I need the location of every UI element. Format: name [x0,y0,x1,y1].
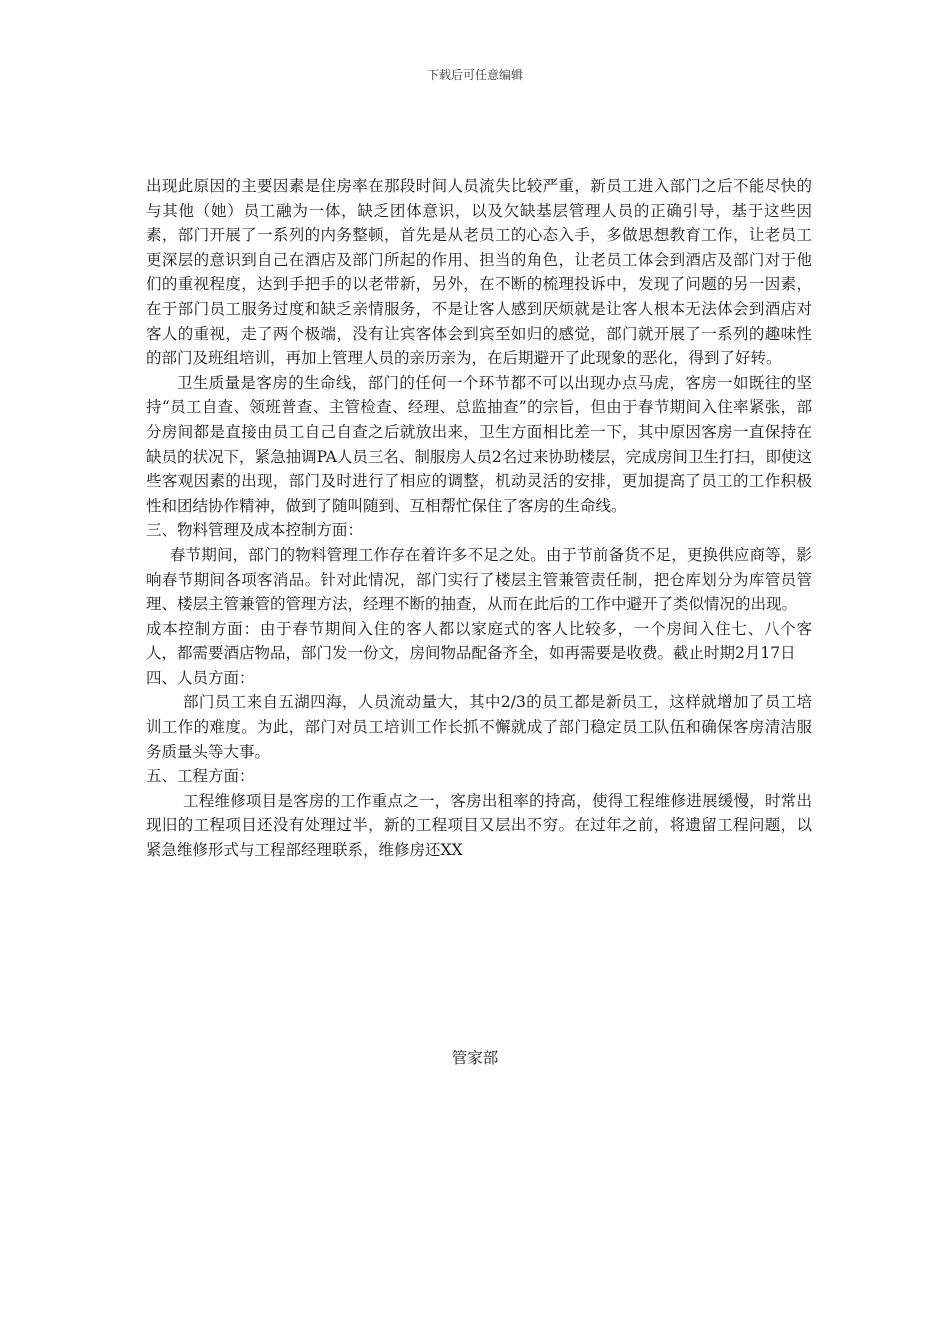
page-header-note: 下载后可任意编辑 [426,68,523,82]
paragraph-staff-integration: 出现此原因的主要因素是住房率在那段时间人员流失比较严重，新员工进入部门之后不能尽快的与其他（她）员工融为一体，缺乏团体意识，以及欠缺基层管理人员的正确引导，基于这些因素，部门开展了一系列的内务整顿，首先是从老员工的心态入手，多做思想教育工作，让老员工更深层的意识到自己在酒店及部门所起的作用、担当的角色，让老员工体会到酒店及部门对于他们的重视程度，达到手把手的以老带新，另外，在不断的梳理投诉中，发现了问题的另一因素，在于部门员工服务过度和缺乏亲情服务，不是让客人感到厌烦就是让客人根本无法体会到酒店对客人的重视，走了两个极端，没有让宾客体会到宾至如归的感觉，部门就开展了一系列的趣味性的部门及班组培训，再加上管理人员的亲历亲为，在后期避开了此现象的恶化，得到了好转。 [146,177,812,368]
section-heading-engineering: 五、工程方面： [146,767,255,786]
document-body [146,174,812,863]
paragraph-materials-management: 春节期间，部门的物料管理工作存在着许多不足之处。由于节前备货不足，更换供应商等，影响春节期间各项客消品。针对此情况，部门实行了楼层主管兼管责任制，把仓库划分为库管员管理、楼层主管兼管的管理方法，经理不断的抽查，从而在此后的工作中避开了类似情况的出现。 [146,545,812,614]
section-heading-personnel: 四、人员方面： [146,668,255,687]
paragraph-cost-control: 成本控制方面：由于春节期间入住的客人都以家庭式的客人比较多，一个房间入住七、八个客人，都需要酒店物品，部门发一份文，房间物品配备齐全，如再需要是收费。截止时期2月17日 [146,619,812,663]
section-heading-materials: 三、物料管理及成本控制方面： [146,521,364,540]
footer-department: 管家部 [451,1049,499,1067]
paragraph-personnel: 部门员工来自五湖四海，人员流动量大，其中2/3的员工都是新员工，这样就增加了员工培训工作的难度。为此，部门对员工培训工作长抓不懈就成了部门稳定员工队伍和确保客房清洁服务质量头等大事。 [146,693,812,761]
paragraph-hygiene-quality: 卫生质量是客房的生命线，部门的任何一个环节都不可以出现办点马虎，客房一如既往的坚持“员工自查、领班普查、主管检查、经理、总监抽查”的宗旨，但由于春节期间入住率紧张，部分房间都是直接由员工自己自查之后就放出来，卫生方面相比差一下，其中原因客房一直保持在缺员的状况下，紧急抽调PA人员三名、制服房人员2名过来协助楼层，完成房间卫生打扫，即使这些客观因素的出现，部门及时进行了相应的调整，机动灵活的安排，更加提高了员工的工作积极性和团结协作精神，做到了随叫随到、互相帮忙保住了客房的生命线。 [146,373,812,515]
paragraph-engineering: 工程维修项目是客房的工作重点之一，客房出租率的持高，使得工程维修进展缓慢，时常出现旧的工程项目还没有处理过半，新的工程项目又层出不穷。在过年之前，将遗留工程问题，以紧急维修形式与工程部经理联系，维修房还XX [146,791,812,860]
